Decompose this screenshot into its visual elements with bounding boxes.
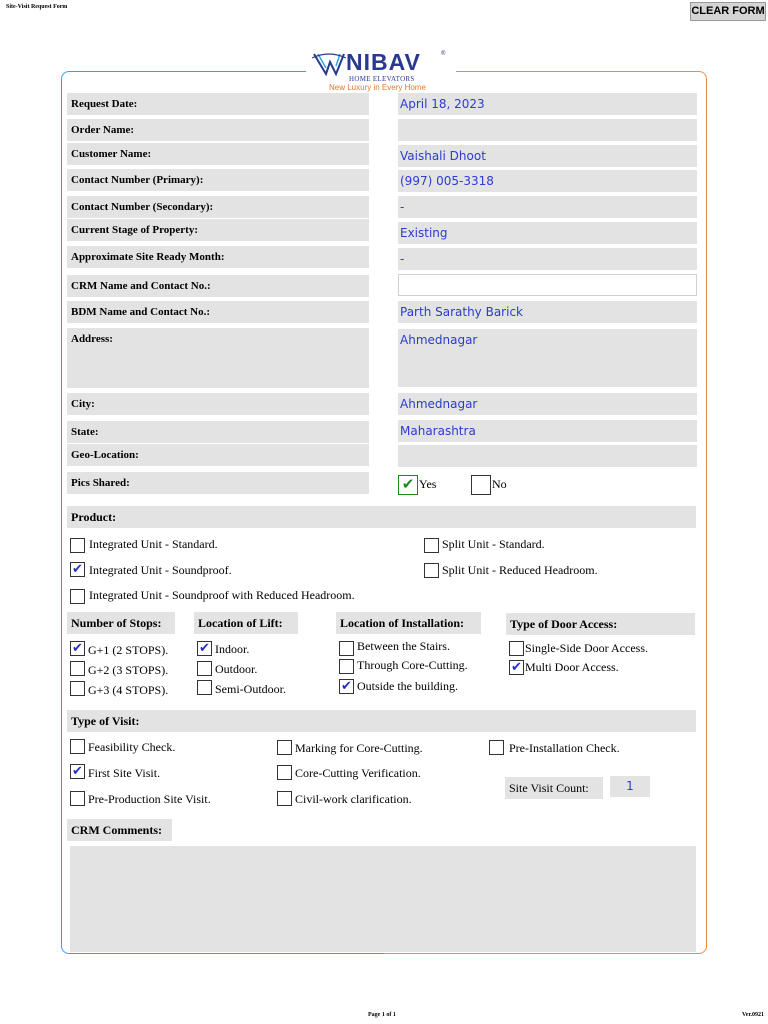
bdm-contact-label: BDM Name and Contact No.: bbox=[67, 301, 369, 323]
contact-secondary-field[interactable]: - bbox=[398, 196, 697, 218]
install-stairs-checkbox[interactable] bbox=[339, 641, 354, 656]
visit-core-verification-label: Core-Cutting Verification. bbox=[295, 766, 421, 780]
property-stage-label: Current Stage of Property: bbox=[67, 219, 369, 241]
lift-indoor-checkbox[interactable]: ✔ bbox=[197, 641, 212, 656]
document-title: Site-Visit Request Form bbox=[6, 4, 68, 10]
install-outside-checkbox[interactable]: ✔ bbox=[339, 679, 354, 694]
stops-g1-label: G+1 (2 STOPS). bbox=[88, 643, 169, 657]
state-field[interactable]: Maharashtra bbox=[398, 420, 697, 442]
lift-semi-outdoor-label: Semi-Outdoor. bbox=[215, 682, 286, 696]
integrated-standard-checkbox[interactable] bbox=[70, 538, 85, 553]
contact-secondary-label: Contact Number (Secondary): bbox=[67, 196, 369, 218]
customer-name-field[interactable]: Vaishali Dhoot bbox=[398, 145, 697, 167]
integrated-reduced-label: Integrated Unit - Soundproof with Reduced Headroom. bbox=[89, 588, 355, 602]
stops-g3-label: G+3 (4 STOPS). bbox=[88, 683, 169, 697]
page-number: Page 1 of 1 bbox=[368, 1012, 396, 1018]
visit-marking-checkbox[interactable] bbox=[277, 740, 292, 755]
pics-shared-yes-label: Yes bbox=[419, 477, 437, 491]
integrated-standard-label: Integrated Unit - Standard. bbox=[89, 537, 218, 551]
stops-g2-checkbox[interactable] bbox=[70, 661, 85, 676]
form-version: Ver.0921 bbox=[742, 1012, 765, 1018]
visit-first-checkbox[interactable]: ✔ bbox=[70, 764, 85, 779]
stops-g1-checkbox[interactable]: ✔ bbox=[70, 641, 85, 656]
split-standard-label: Split Unit - Standard. bbox=[442, 537, 545, 551]
geo-location-label: Geo-Location: bbox=[67, 444, 369, 466]
crm-contact-label: CRM Name and Contact No.: bbox=[67, 275, 369, 297]
lift-semi-outdoor-checkbox[interactable] bbox=[197, 680, 212, 695]
visit-preproduction-label: Pre-Production Site Visit. bbox=[88, 792, 211, 806]
split-standard-checkbox[interactable] bbox=[424, 538, 439, 553]
door-multi-checkbox[interactable]: ✔ bbox=[509, 660, 524, 675]
installation-heading: Location of Installation: bbox=[336, 612, 481, 634]
pics-shared-label: Pics Shared: bbox=[67, 472, 369, 494]
logo-subtitle: HOME ELEVATORS bbox=[349, 75, 415, 83]
visit-feasibility-checkbox[interactable] bbox=[70, 739, 85, 754]
visit-heading: Type of Visit: bbox=[67, 710, 696, 732]
integrated-reduced-checkbox[interactable] bbox=[70, 589, 85, 604]
request-date-label: Request Date: bbox=[67, 93, 369, 115]
install-outside-label: Outside the building. bbox=[357, 679, 458, 693]
logo-tagline: New Luxury in Every Home bbox=[329, 83, 426, 92]
door-multi-label: Multi Door Access. bbox=[525, 660, 619, 674]
visit-core-verification-checkbox[interactable] bbox=[277, 765, 292, 780]
lift-indoor-label: Indoor. bbox=[215, 642, 250, 656]
visit-marking-label: Marking for Core-Cutting. bbox=[295, 741, 423, 755]
geo-location-field[interactable] bbox=[398, 445, 697, 467]
address-label: Address: bbox=[67, 328, 369, 388]
visit-feasibility-label: Feasibility Check. bbox=[88, 740, 176, 754]
order-name-field[interactable] bbox=[398, 119, 697, 141]
ready-month-label: Approximate Site Ready Month: bbox=[67, 246, 369, 268]
install-stairs-label: Between the Stairs. bbox=[357, 639, 450, 653]
city-label: City: bbox=[67, 393, 369, 415]
logo-registered-mark: ® bbox=[441, 51, 446, 57]
lift-outdoor-label: Outdoor. bbox=[215, 662, 258, 676]
stops-g2-label: G+2 (3 STOPS). bbox=[88, 663, 169, 677]
request-date-field[interactable]: April 18, 2023 bbox=[398, 93, 697, 115]
product-heading: Product: bbox=[67, 506, 696, 528]
visit-preinstall-label: Pre-Installation Check. bbox=[509, 741, 620, 755]
pics-shared-no-checkbox[interactable] bbox=[471, 475, 491, 495]
logo-wordmark: NIBAV bbox=[346, 49, 421, 75]
visit-preproduction-checkbox[interactable] bbox=[70, 791, 85, 806]
install-core-label: Through Core-Cutting. bbox=[357, 658, 468, 672]
install-core-checkbox[interactable] bbox=[339, 659, 354, 674]
split-reduced-checkbox[interactable] bbox=[424, 563, 439, 578]
bdm-contact-field[interactable]: Parth Sarathy Barick bbox=[398, 301, 697, 323]
clear-form-button[interactable]: CLEAR FORM bbox=[690, 2, 766, 21]
door-single-label: Single-Side Door Access. bbox=[525, 641, 648, 655]
stops-heading: Number of Stops: bbox=[67, 612, 175, 634]
lift-location-heading: Location of Lift: bbox=[194, 612, 298, 634]
contact-primary-label: Contact Number (Primary): bbox=[67, 169, 369, 191]
crm-comments-field[interactable] bbox=[70, 846, 696, 952]
nibav-wings-icon bbox=[312, 52, 346, 76]
crm-comments-label: CRM Comments: bbox=[67, 819, 172, 841]
door-access-heading: Type of Door Access: bbox=[506, 613, 695, 635]
contact-primary-field[interactable]: (997) 005-3318 bbox=[398, 170, 697, 192]
property-stage-field[interactable]: Existing bbox=[398, 222, 697, 244]
city-field[interactable]: Ahmednagar bbox=[398, 393, 697, 415]
lift-outdoor-checkbox[interactable] bbox=[197, 661, 212, 676]
pics-shared-no-label: No bbox=[492, 477, 507, 491]
site-visit-count-field[interactable]: 1 bbox=[610, 776, 650, 797]
ready-month-field[interactable]: - bbox=[398, 248, 697, 270]
integrated-soundproof-label: Integrated Unit - Soundproof. bbox=[89, 563, 232, 577]
integrated-soundproof-checkbox[interactable]: ✔ bbox=[70, 562, 85, 577]
door-single-checkbox[interactable] bbox=[509, 641, 524, 656]
address-field[interactable]: Ahmednagar bbox=[398, 329, 697, 387]
visit-first-label: First Site Visit. bbox=[88, 766, 161, 780]
pics-shared-yes-checkbox[interactable]: ✔ bbox=[398, 475, 418, 495]
visit-preinstall-checkbox[interactable] bbox=[489, 740, 504, 755]
state-label: State: bbox=[67, 421, 369, 443]
customer-name-label: Customer Name: bbox=[67, 143, 369, 165]
visit-civil-label: Civil-work clarification. bbox=[295, 792, 412, 806]
order-name-label: Order Name: bbox=[67, 119, 369, 141]
site-visit-count-label: Site Visit Count: bbox=[505, 777, 603, 799]
stops-g3-checkbox[interactable] bbox=[70, 681, 85, 696]
visit-civil-checkbox[interactable] bbox=[277, 791, 292, 806]
crm-contact-field[interactable] bbox=[398, 274, 697, 296]
split-reduced-label: Split Unit - Reduced Headroom. bbox=[442, 563, 598, 577]
